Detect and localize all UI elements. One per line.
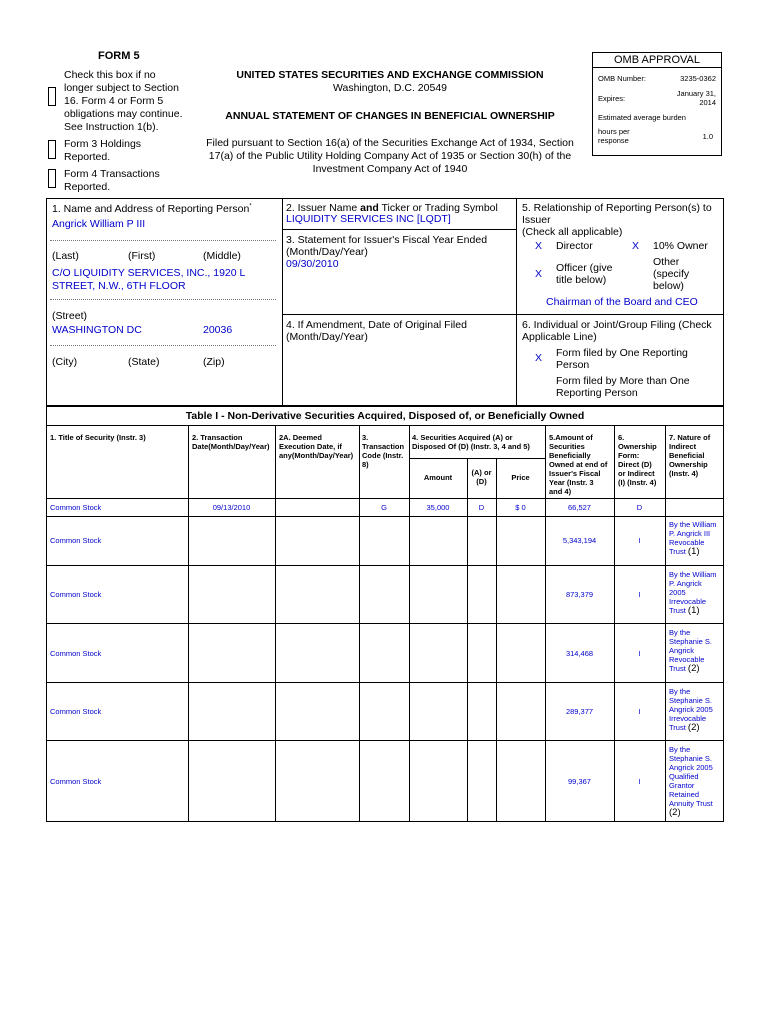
state-label: (State) — [128, 356, 160, 368]
one-reporting-person-label: Form filed by One Reporting Person — [556, 347, 688, 371]
col-securities-header: 4. Securities Acquired (A) or Disposed Of (D) (Instr. 3, 4 and 5) — [412, 433, 530, 451]
row-aord: D — [478, 503, 485, 512]
omb-number: 3235-0362 — [680, 74, 716, 83]
reporting-person-name: Angrick William P III — [52, 218, 146, 230]
row-form: I — [638, 649, 641, 658]
row-price: $ 0 — [515, 503, 526, 512]
zip-label: (Zip) — [203, 356, 225, 368]
city-value: WASHINGTON DC — [52, 324, 142, 336]
box4-label: 4. If Amendment, Date of Original Filed (Month/Day/Year) — [286, 319, 467, 343]
check-box-text: Check this box if no longer subject to Section 16. Form 4 or Form 5 obligations may continue. See Instruction 1(b). — [64, 69, 183, 133]
first-label: (First) — [128, 250, 156, 262]
street-label: (Street) — [52, 310, 88, 322]
box2-label: 2. Issuer Name and Ticker or Trading Symbol — [286, 202, 498, 214]
other-label: Other (specify below) — [653, 256, 690, 292]
form4-transactions-label: Form 4 Transactions Reported. — [64, 168, 160, 193]
filed-pursuant-text: Filed pursuant to Section 16(a) of the Securities Exchange Act of 1934, Section 17(a) of the Public Utility Holding Company Act of 1935 or Section 30(h) of the Investment Company Act of 1940 — [206, 137, 574, 175]
col-code-header: 3. Transaction Code (Instr. 8) — [362, 433, 405, 469]
row-form: I — [638, 777, 641, 786]
col-owned-header: 5.Amount of Securities Beneficially Owned at end of Issuer's Fiscal Year (Instr. 3 and 4) — [549, 433, 608, 496]
reporting-person-address: C/O LIQUIDITY SERVICES, INC., 1920 L STREET, N.W., 6TH FLOOR — [52, 267, 246, 292]
col-nature-header: 7. Nature of Indirect Beneficial Ownership (Instr. 4) — [669, 433, 711, 478]
issuer-name: LIQUIDITY SERVICES INC [LQDT] — [286, 213, 451, 225]
box6-label: 6. Individual or Joint/Group Filing (Check Applicable Line) — [522, 319, 712, 343]
col-date-header: 2. Transaction Date(Month/Day/Year) — [192, 433, 270, 451]
omb-expires: January 31, 2014 — [676, 89, 716, 107]
form-title: FORM 5 — [98, 50, 140, 62]
omb-number-label: OMB Number: — [598, 74, 646, 83]
row-title: Common Stock — [50, 503, 102, 512]
ten-percent-owner-mark[interactable]: X — [632, 240, 640, 252]
row-form: D — [636, 503, 643, 512]
officer-label: Officer (give title below) — [556, 262, 613, 286]
omb-hours-label: hours per response — [598, 127, 630, 145]
row-amount: 35,000 — [426, 503, 450, 512]
form3-holdings-label: Form 3 Holdings Reported. — [64, 138, 142, 163]
row-title: Common Stock — [50, 777, 102, 786]
agency-name: UNITED STATES SECURITIES AND EXCHANGE COMMISSION — [236, 69, 544, 81]
officer-mark[interactable]: X — [535, 268, 543, 280]
omb-hours: 1.0 — [702, 132, 713, 141]
agency-city: Washington, D.C. 20549 — [332, 82, 447, 94]
row-owned: 314,468 — [565, 649, 594, 658]
col-price-header: Price — [511, 473, 530, 482]
row-owned: 289,377 — [565, 707, 594, 716]
box3-label: 3. Statement for Issuer's Fiscal Year Ended (Month/Day/Year) — [286, 234, 488, 258]
row-nature: By the Stephanie S. Angrick 2005 Qualified Grantor Retained Annuity Trust (2) — [669, 745, 713, 818]
row-owned: 99,367 — [568, 777, 591, 786]
omb-title: OMB APPROVAL — [614, 54, 700, 66]
ten-percent-owner-label: 10% Owner — [653, 240, 708, 252]
director-label: Director — [556, 240, 593, 252]
row-nature: By the William P. Angrick III Revocable Trust (1) — [669, 520, 717, 557]
row-owned: 5,343,194 — [562, 536, 597, 545]
zip-value: 20036 — [203, 324, 233, 336]
no-longer-subject-checkbox[interactable] — [48, 87, 56, 106]
box5-label: 5. Relationship of Reporting Person(s) to Issuer (Check all applicable) — [522, 202, 712, 238]
statement-title: ANNUAL STATEMENT OF CHANGES IN BENEFICIAL OWNERSHIP — [225, 110, 555, 122]
table-title: Table I - Non-Derivative Securities Acquired, Disposed of, or Beneficially Owned — [185, 410, 585, 422]
col-deemed-header: 2A. Deemed Execution Date, if any(Month/Day/Year) — [279, 433, 354, 460]
omb-burden-label: Estimated average burden — [598, 113, 686, 122]
col-title-header: 1. Title of Security (Instr. 3) — [50, 433, 146, 442]
one-reporting-person-mark[interactable]: X — [535, 352, 543, 364]
row-owned: 66,527 — [568, 503, 591, 512]
col-aord-header: (A) or (D) — [471, 468, 492, 486]
form4-transactions-checkbox[interactable] — [48, 169, 56, 188]
omb-expires-label: Expires: — [598, 94, 626, 103]
row-title: Common Stock — [50, 536, 102, 545]
row-nature: By the Stephanie S. Angrick Revocable Trust (2) — [669, 628, 712, 674]
row-form: I — [638, 536, 641, 545]
row-owned: 873,379 — [565, 590, 594, 599]
row-form: I — [638, 590, 641, 599]
officer-title: Chairman of the Board and CEO — [546, 296, 698, 308]
director-mark[interactable]: X — [535, 240, 543, 252]
row-title: Common Stock — [50, 649, 102, 658]
col-form-header: 6. Ownership Form: Direct (D) or Indirect (I) (Instr. 4) — [618, 433, 657, 487]
box1-label: 1. Name and Address of Reporting Person* — [52, 203, 252, 215]
row-nature: By the Stephanie S. Angrick 2005 Irrevocable Trust (2) — [669, 687, 713, 733]
city-label: (City) — [52, 356, 78, 368]
middle-label: (Middle) — [203, 250, 241, 262]
row-title: Common Stock — [50, 590, 102, 599]
row-date: 09/13/2010 — [212, 503, 251, 512]
last-label: (Last) — [52, 250, 79, 262]
row-title: Common Stock — [50, 707, 102, 716]
row-form: I — [638, 707, 641, 716]
more-reporting-persons-label: Form filed by More than One Reporting Person — [556, 375, 690, 399]
col-amount-header: Amount — [423, 473, 453, 482]
row-code: G — [381, 503, 387, 512]
form3-holdings-checkbox[interactable] — [48, 140, 56, 159]
row-nature: By the William P. Angrick 2005 Irrevocable Trust (1) — [669, 570, 717, 616]
fiscal-year-end-date: 09/30/2010 — [286, 258, 339, 270]
